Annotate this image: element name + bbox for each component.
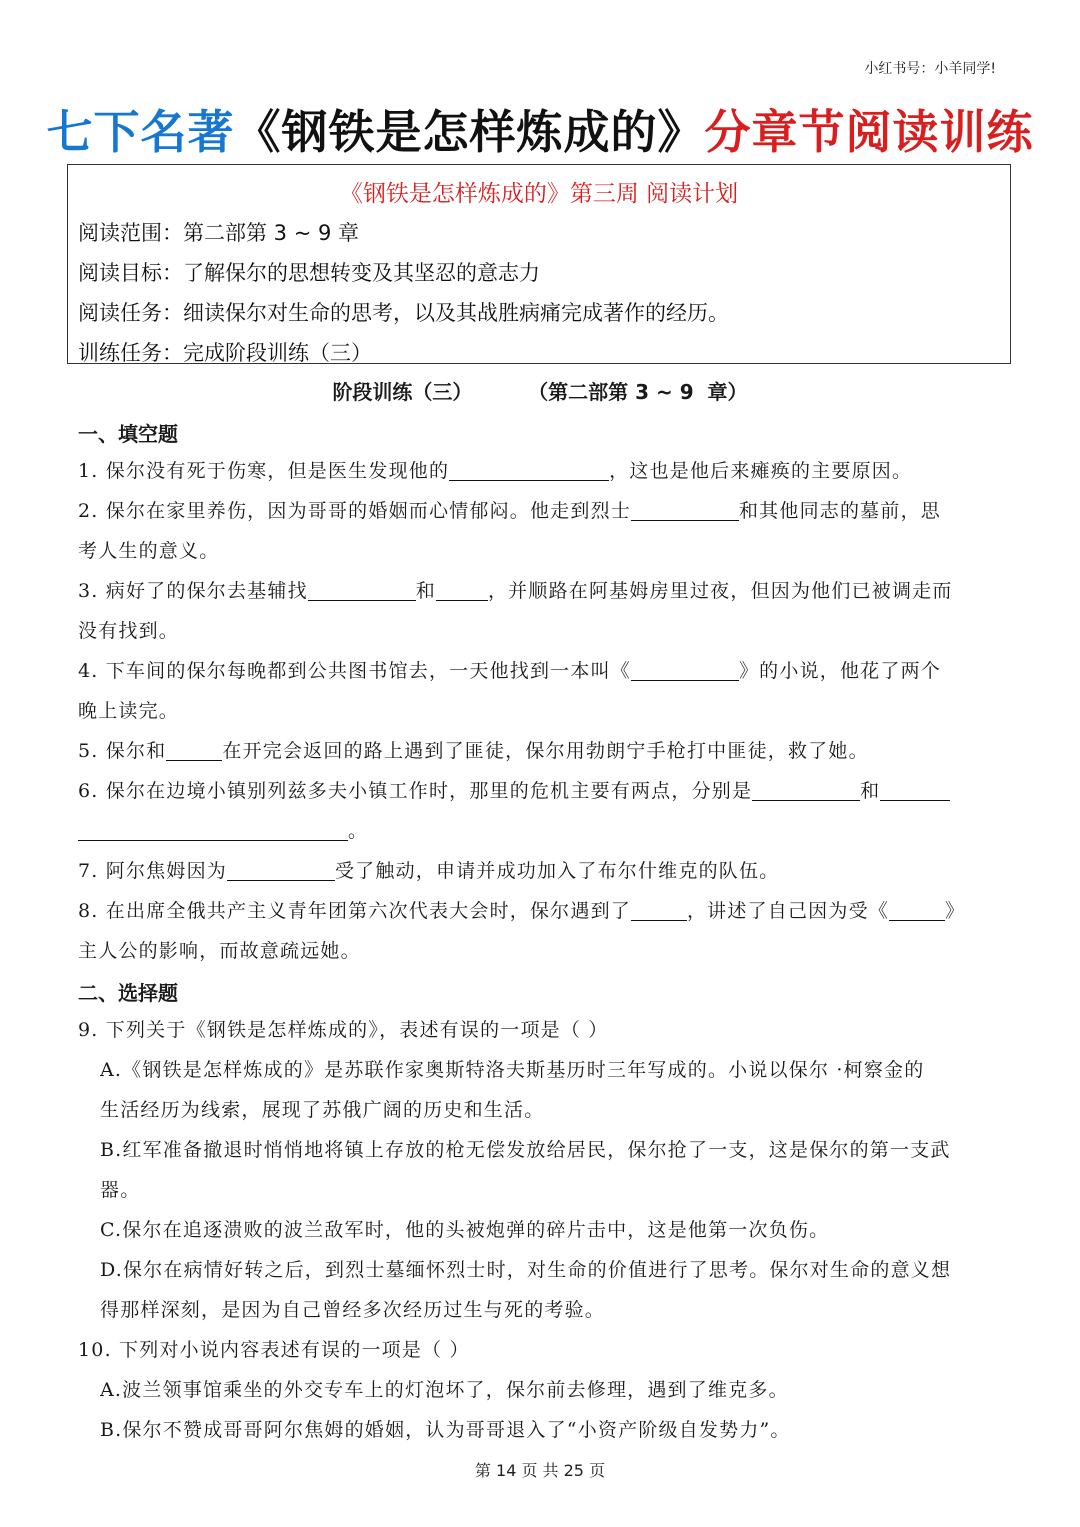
answer-blank[interactable] bbox=[880, 778, 950, 801]
q2-text: 考人生的意义。 bbox=[78, 540, 220, 562]
q9-option-line: 得那样深刻，是因为自己曾经多次经历过生与死的考验。 bbox=[100, 1299, 606, 1321]
question-7 bbox=[78, 851, 1004, 891]
answer-blank[interactable] bbox=[631, 658, 739, 681]
q3-text: 3. 病好了的保尔去基辅找 bbox=[78, 580, 308, 602]
q9-option-line: A.《钢铁是怎样炼成的》是苏联作家奥斯特洛夫斯基历时三年写成的。小说以保尔 ·柯察金的 bbox=[100, 1059, 925, 1081]
reading-plan-goal: 阅读目标：了解保尔的思想转变及其坚忍的意志力 bbox=[78, 261, 540, 285]
answer-blank[interactable] bbox=[889, 898, 945, 921]
q4-text: 晚上读完。 bbox=[78, 700, 180, 722]
question-5 bbox=[78, 731, 1004, 771]
watermark: 小红书号：小羊同学! bbox=[864, 61, 996, 77]
reading-plan-scope: 阅读范围：第二部第 3 ~ 9 章 bbox=[78, 221, 360, 245]
title-part-training: 分章节阅读训练 bbox=[704, 105, 1034, 159]
stage-training-title: 阶段训练（三） （第二部第 3 ~ 9 章） bbox=[332, 380, 748, 404]
q1-text: ，这也是他后来瘫痪的主要原因。 bbox=[609, 460, 913, 482]
q8-text: 8. 在出席全俄共产主义青年团第六次代表大会时，保尔遇到了 bbox=[78, 900, 631, 922]
q9-option-line: D.保尔在病情好转之后，到烈士墓缅怀烈士时，对生命的价值进行了思考。保尔对生命的意义想 bbox=[100, 1259, 952, 1281]
q10-option-line: B.保尔不赞成哥哥阿尔焦姆的婚姻，认为哥哥退入了“小资产阶级自发势力”。 bbox=[100, 1419, 791, 1441]
title-part-grade: 七下名著 bbox=[46, 105, 235, 159]
reading-plan-title: 《钢铁是怎样炼成的》第三周 阅读计划 bbox=[339, 181, 739, 207]
answer-blank[interactable] bbox=[166, 738, 222, 761]
reading-plan-task: 阅读任务：细读保尔对生命的思考，以及其战胜病痛完成著作的经历。 bbox=[78, 301, 729, 325]
q8-text: 主人公的影响，而故意疏远她。 bbox=[78, 940, 361, 962]
question-1 bbox=[78, 451, 1004, 491]
answer-blank[interactable] bbox=[631, 498, 739, 521]
section-choice-title: 二、选择题 bbox=[78, 981, 178, 1005]
q3-text: 和 bbox=[415, 580, 436, 602]
q5-text: 5. 保尔和 bbox=[78, 740, 167, 762]
q9-option-line: 生活经历为线索，展现了苏俄广阔的历史和生活。 bbox=[100, 1099, 545, 1121]
reading-plan-box bbox=[67, 164, 1011, 364]
q2-text: 2. 保尔在家里养伤，因为哥哥的婚姻而心情郁闷。他走到烈士 bbox=[78, 500, 631, 522]
page-title bbox=[0, 96, 1080, 162]
q9-option-line: B.红军准备撤退时悄悄地将镇上存放的枪无偿发放给居民，保尔抢了一支，这是保尔的第一支武 bbox=[100, 1139, 951, 1161]
q6-text: 和 bbox=[860, 780, 881, 802]
q3-text: ，并顺路在阿基姆房里过夜，但因为他们已被调走而 bbox=[487, 580, 953, 602]
question-9-stem: 9. 下列关于《钢铁是怎样炼成的》，表述有误的一项是（ ） bbox=[78, 1019, 609, 1041]
section-fill-in-title: 一、填空题 bbox=[78, 422, 178, 446]
question-4 bbox=[78, 651, 1004, 731]
answer-blank[interactable] bbox=[436, 578, 488, 601]
q3-text: 没有找到。 bbox=[78, 620, 180, 642]
page-footer: 第 14 页 共 25 页 bbox=[474, 1461, 606, 1480]
q2-text: 和其他同志的墓前，思 bbox=[738, 500, 941, 522]
q8-text: 》 bbox=[945, 900, 966, 922]
question-8 bbox=[78, 891, 1004, 971]
q7-text: 7. 阿尔焦姆因为 bbox=[78, 860, 227, 882]
answer-blank[interactable] bbox=[752, 778, 860, 801]
q4-text: 》的小说，他花了两个 bbox=[738, 660, 941, 682]
answer-blank[interactable] bbox=[227, 858, 335, 881]
q10-option-line: A.波兰领事馆乘坐的外交专车上的灯泡坏了，保尔前去修理，遇到了维克多。 bbox=[100, 1379, 789, 1401]
q5-text: 在开完会返回的路上遇到了匪徒，保尔用勃朗宁手枪打中匪徒，救了她。 bbox=[222, 740, 869, 762]
question-6 bbox=[78, 771, 1004, 851]
q9-option-line: 器。 bbox=[100, 1179, 141, 1201]
question-2 bbox=[78, 491, 1004, 571]
question-3 bbox=[78, 571, 1004, 651]
question-10-stem: 10. 下列对小说内容表述有误的一项是（ ） bbox=[78, 1339, 470, 1361]
q6-text: 。 bbox=[348, 820, 369, 842]
reading-plan-training: 训练任务：完成阶段训练（三） bbox=[78, 341, 372, 365]
q4-text: 4. 下车间的保尔每晚都到公共图书馆去，一天他找到一本叫《 bbox=[78, 660, 631, 682]
answer-blank[interactable] bbox=[449, 458, 609, 481]
q8-text: ，讲述了自己因为受《 bbox=[686, 900, 889, 922]
answer-blank[interactable] bbox=[308, 578, 416, 601]
title-part-book: 《钢铁是怎样炼成的》 bbox=[234, 105, 705, 159]
q1-text: 1. 保尔没有死于伤寒，但是医生发现他的 bbox=[78, 460, 450, 482]
q9-option-line: C.保尔在追逐溃败的波兰敌军时，他的头被炮弹的碎片击中，这是他第一次负伤。 bbox=[100, 1219, 830, 1241]
answer-blank[interactable] bbox=[78, 818, 348, 841]
q7-text: 受了触动，申请并成功加入了布尔什维克的队伍。 bbox=[334, 860, 780, 882]
q6-text: 6. 保尔在边境小镇别列兹多夫小镇工作时，那里的危机主要有两点，分别是 bbox=[78, 780, 753, 802]
answer-blank[interactable] bbox=[631, 898, 687, 921]
